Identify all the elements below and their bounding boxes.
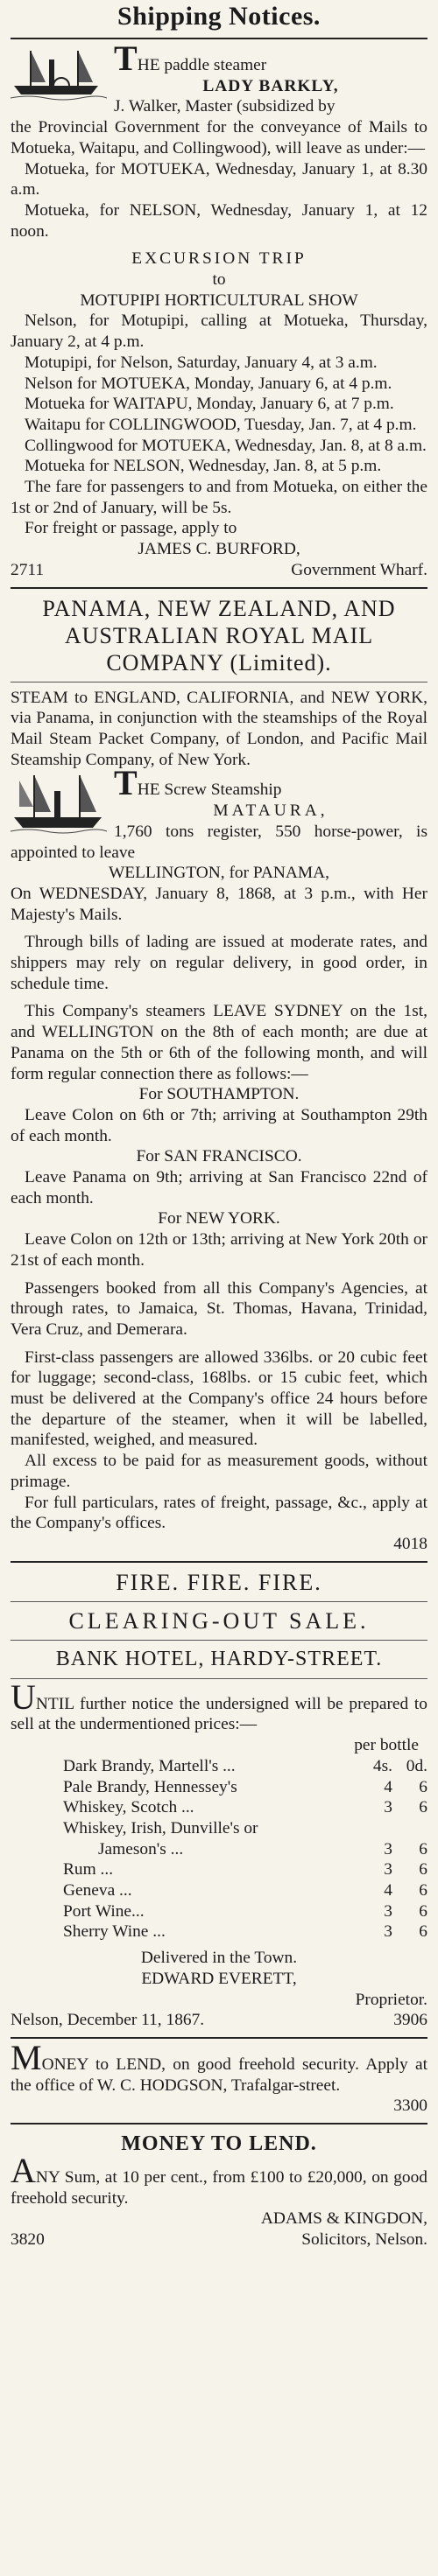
mataura-name: MATAURA, (213, 802, 328, 821)
divider (11, 587, 427, 589)
barkly-body: the Provincial Government for the conveyance of Mails to Motueka, Waitapu, and Collingwood), will leave as under:— (11, 118, 427, 158)
dest-san-francisco-text: Leave Panama on 9th; arriving at San Francisco 22nd of each month. (11, 1168, 427, 1208)
divider (11, 2037, 427, 2039)
fire-date: Nelson, December 11, 1867. (11, 2011, 205, 2030)
price-shillings: 3 (384, 1839, 392, 1858)
price-item-name: Jameson's ... (98, 1839, 184, 1858)
barkly-ship-name: LADY BARKLY, (202, 76, 339, 95)
dest-southampton: For SOUTHAMPTON. (138, 1085, 300, 1104)
price-pence: 6 (419, 1881, 427, 1900)
price-shillings: 4 (384, 1881, 392, 1900)
price-pence: 6 (419, 1860, 427, 1880)
price-pence: 6 (419, 1839, 427, 1858)
panama-excess: All excess to be paid for as measurement goods, without primage. (11, 1452, 427, 1491)
price-shillings: 4s. (372, 1756, 392, 1775)
divider (11, 1561, 427, 1563)
fire-proprietor-name: EDWARD EVERETT, (141, 1969, 297, 1988)
excursion-place: Government Wharf. (291, 560, 427, 579)
price-pence: 6 (419, 1798, 427, 1817)
page (0, 2, 438, 2576)
divider (11, 1678, 427, 1679)
paddle-steamer-icon (11, 47, 107, 105)
adams-number: 3820 (11, 2230, 45, 2250)
excursion-agent: JAMES C. BURFORD, (138, 540, 300, 559)
lady-barkly-notice: THE paddle steamer LADY BARKLY, J. Walker, Master (subsidized by the Provincial Government for the conveyance of Mails to Motueka, Waitapu, and Collingwood), will leave as under:— Motueka, for MOTUEKA, Wednesday, January 1, at 8.30 a.m. Motueka, for NELSON, Wednesday, January 1, at 12 noon. EXCURSION TRIP to MOTUPIPI HORTICULTURAL SHOW Nelson, for Motupipi, calling at Motueka, Thursday, January 2, at 4 p.m. Motupipi, for Nelson, Saturday, January 4, at 3 a.m. Nelson for MOTUEKA, Monday, January 6, at 4 p.m. Motueka for WAITAPU, Monday, January 6, at 7 p.m. Waitapu for COLLINGWOOD, Tuesday, Jan. 7, at 4 p.m. Collingwood for MOTUEKA, Wednesday, Jan. 8, at 8 a.m. Motueka for NELSON, Wednesday, Jan. 8, at 5 p.m. The fare for passengers to and from Motueka, on either the 1st or 2nd of January, will be 5s. For freight or passage, apply to JAMES C. BURFORD, 2711 Government Wharf. (11, 38, 427, 579)
screw-steamship-icon (11, 772, 107, 838)
fire-proprietor-role: Proprietor. (355, 1990, 427, 2009)
excursion-to: to (212, 270, 226, 290)
price-item-name: Whiskey, Scotch ... (63, 1798, 194, 1817)
barkly-master: J. Walker, Master (subsidized by (114, 97, 336, 116)
dest-southampton-text: Leave Colon on 6th or 7th; arriving at Southampton 29th of each month. (11, 1105, 427, 1145)
price-shillings: 3 (384, 1798, 392, 1817)
mataura-route: WELLINGTON, for PANAMA, (108, 864, 330, 883)
barkly-line1: HE paddle steamer (137, 56, 267, 74)
panama-title: PANAMA, NEW ZEALAND, AND AUSTRALIAN ROYAL MAIL COMPANY (Limited). (42, 595, 396, 676)
price-shillings: 3 (384, 1860, 392, 1880)
panama-number: 4018 (393, 1535, 427, 1553)
clearing-sale-title: CLEARING-OUT SALE. (68, 1607, 370, 1634)
divider (11, 2123, 427, 2124)
price-row (11, 1859, 427, 1880)
panama-luggage: First-class passengers are allowed 336lbs. or 20 cubic feet for luggage; second-class, 168lbs. or 15 cubic feet, which must be delivered at the Company's office 24 hours before the departure of the steamer, when it will be labelled, manifested, weighed, and measured. (11, 1348, 427, 1450)
panama-particulars: For full particulars, rates of freight, passage, &c., apply at the Company's offices. (11, 1493, 427, 1533)
dest-new-york: For NEW YORK. (158, 1209, 280, 1228)
price-row (11, 1901, 427, 1922)
price-list (11, 1756, 427, 1942)
divider (11, 38, 427, 39)
mataura-line1: HE Screw Steamship (137, 780, 282, 800)
price-row (11, 1922, 427, 1942)
price-item-name: Port Wine... (63, 1901, 145, 1921)
delivered-note: Delivered in the Town. (140, 1949, 298, 1968)
money-lend-adams: MONEY TO LEND. ANY Sum, at 10 per cent., from £100 to £20,000, on good freehold security. ADAMS & KINGDON, 3820 Solicitors, Nelson. (11, 2132, 427, 2250)
price-row (11, 1818, 427, 1839)
panama-intro: STEAM to ENGLAND, CALIFORNIA, and NEW YORK, via Panama, in conjunction with the steamships of the Royal Mail Steam Packet Company, of London, and Pacific Mail Steamship Company, of New York. (11, 688, 427, 769)
excursion-item: Motueka for NELSON, Wednesday, Jan. 8, at 5 p.m. (25, 457, 382, 476)
price-shillings: 3 (384, 1901, 392, 1921)
price-row (11, 1880, 427, 1901)
excursion-item: Collingwood for MOTUEKA, Wednesday, Jan. 8, at 8 a.m. (25, 436, 427, 455)
mataura-tonnage: 1,760 tons register, 550 horse-power, is appointed to leave (11, 822, 427, 862)
adams-text: NY Sum, at 10 per cent., from £100 to £20,000, on good freehold security. (11, 2168, 427, 2208)
price-pence: 6 (419, 1777, 427, 1796)
fire-title: FIRE. FIRE. FIRE. (116, 1569, 322, 1595)
excursion-list (11, 311, 427, 477)
panama-bills: Through bills of lading are issued at moderate rates, and shippers may rely on regular delivery, in good order, in schedule time. (11, 933, 427, 993)
panama-schedule: This Company's steamers LEAVE SYDNEY on the 1st, and WELLINGTON on the 8th of each month; are due at Panama on the 5th or 6th of the following month, and will form regular connection there as follows:— (11, 1002, 427, 1083)
dest-san-francisco: For SAN FRANCISCO. (136, 1147, 302, 1166)
fire-intro: NTIL further notice the undersigned will be prepared to sell at the undermentioned prices:— (11, 1694, 427, 1734)
price-item-name: Pale Brandy, Hennessey's (63, 1777, 237, 1796)
divider (11, 1601, 427, 1602)
excursion-item: Motueka for WAITAPU, Monday, January 6, at 7 p.m. (25, 395, 394, 414)
dest-new-york-text: Leave Colon on 12th or 13th; arriving at New York 20th or 21st of each month. (11, 1230, 427, 1270)
fire-sale-notice: FIRE. FIRE. FIRE. CLEARING-OUT SALE. BANK HOTEL, HARDY-STREET. UNTIL further notice the undersigned will be prepared to sell at the undermentioned prices:— per bottle Dark Brandy, Martell's ... 4s. 0d. Pale Brandy, Hennessey's 4 6 Whiskey, Scotch ... 3 6 Whiskey, Irish, Dunville's or Jameson's ... 3 6 Rum ... 3 6 Geneva ... 4 6 Port Wine... 3 6 Sherry Wine ... 3 6 Delivered in the Town. EDWARD EVERETT, Proprietor. Nelson, December 11, 1867. 3906 (11, 1569, 427, 2030)
barkly-sailing-1: Motueka, for MOTUEKA, Wednesday, January 1, at 8.30 a.m. (11, 159, 427, 200)
price-item-name: Dark Brandy, Martell's ... (63, 1756, 236, 1775)
price-pence: 0d. (406, 1756, 427, 1775)
panama-notice: PANAMA, NEW ZEALAND, AND AUSTRALIAN ROYAL MAIL COMPANY (Limited). STEAM to ENGLAND, CALIFORNIA, and NEW YORK, via Panama, in conjunction with the steamships of the Royal Mail Steam Packet Company, of London, and Pacific Mail Steamship Company, of New York. THE Screw Steamship MATAURA, 1,760 tons register, 550 horse-power, is appointed to leave WELLINGTON, for PANAMA, On WEDNESDAY, January 8, 1868, at 3 p.m., with Her Majesty's Mails. Through bills of lading are issued at moderate rates, and shippers may rely on regular delivery, in good order, in schedule time. This Company's steamers LEAVE SYDNEY on the 1st, and WELLINGTON on the 8th of each month; are due at Panama on the 5th or 6th of the following month, and will form regular connection there as follows:— For SOUTHAMPTON. Leave Colon on 6th or 7th; arriving at Southampton 29th of each month. For SAN FRANCISCO. Leave Panama on 9th; arriving at San Francisco 22nd of each month. For NEW YORK. Leave Colon on 12th or 13th; arriving at New York 20th or 21st of each month. Passengers booked from all this Company's Agencies, at through rates, to Jamaica, St. Thomas, Havana, Trinidad, Vera Cruz, and Demerara. First-class passengers are allowed 336lbs. or 20 cubic feet for luggage; second-class, 168lbs. or 15 cubic feet, which must be delivered at the Company's office 24 hours before the departure of the steamer, when it will be labelled, manifested, weighed, and measured. All excess to be paid for as measurement goods, without primage. For full particulars, rates of freight, passage, &c., apply at the Company's offices. 4018 (11, 595, 427, 1553)
panama-passengers: Passengers booked from all this Company's Agencies, at through rates, to Jamaica, St. Thomas, Havana, Trinidad, Vera Cruz, and Demerara. (11, 1278, 427, 1339)
excursion-item: Motupipi, for Nelson, Saturday, January 4, at 3 a.m. (25, 353, 378, 372)
excursion-fare: The fare for passengers to and from Motueka, on either the 1st or 2nd of January, will be 5s. (11, 478, 427, 517)
fire-number: 3906 (393, 2011, 427, 2030)
hodgson-text: ONEY to LEND, on good freehold security. Apply at the office of W. C. HODGSON, Trafalgar-street. (11, 2054, 427, 2095)
barkly-sailing-2: Motueka, for NELSON, Wednesday, January 1, at 12 noon. (11, 200, 427, 241)
excursion-item: Nelson for MOTUEKA, Monday, January 6, at 4 p.m. (25, 374, 392, 393)
excursion-number: 2711 (11, 560, 45, 579)
divider (11, 1640, 427, 1641)
money-title: MONEY TO LEND. (121, 2132, 317, 2156)
price-pence (392, 1818, 427, 1839)
hodgson-number: 3300 (393, 2096, 427, 2116)
price-shillings: 4 (384, 1777, 392, 1796)
price-shillings: 3 (384, 1922, 392, 1942)
price-item-name: Whiskey, Irish, Dunville's or (63, 1818, 258, 1838)
price-row (11, 1756, 427, 1777)
adams-role: Solicitors, Nelson. (301, 2230, 427, 2250)
money-lend-hodgson: MONEY to LEND, on good freehold security. Apply at the office of W. C. HODGSON, Trafalgar-street. 3300 (11, 2037, 427, 2116)
adams-firm: ADAMS & KINGDON, (260, 2209, 427, 2229)
price-pence: 6 (419, 1901, 427, 1921)
bank-hotel-title: BANK HOTEL, HARDY-STREET. (55, 1647, 383, 1670)
price-item-name: Sherry Wine ... (63, 1922, 166, 1942)
price-pence: 6 (419, 1922, 427, 1942)
excursion-item: Nelson, for Motupipi, calling at Motueka, Thursday, January 2, at 4 p.m. (11, 312, 427, 352)
price-row (11, 1777, 427, 1798)
per-bottle-label: per bottle (354, 1736, 419, 1755)
price-row (11, 1839, 427, 1860)
price-shillings (357, 1818, 392, 1839)
excursion-title: EXCURSION TRIP (131, 249, 307, 269)
excursion-item: Waitapu for COLLINGWOOD, Tuesday, Jan. 7, at 4 p.m. (25, 415, 417, 434)
mataura-date: On WEDNESDAY, January 8, 1868, at 3 p.m., with Her Majesty's Mails. (11, 884, 427, 924)
page-title: Shipping Notices. (117, 2, 321, 31)
excursion-apply: For freight or passage, apply to (25, 519, 237, 538)
price-item-name: Rum ... (63, 1860, 114, 1880)
price-row (11, 1797, 427, 1818)
excursion-show: MOTUPIPI HORTICULTURAL SHOW (80, 290, 358, 310)
price-item-name: Geneva ... (63, 1881, 132, 1900)
